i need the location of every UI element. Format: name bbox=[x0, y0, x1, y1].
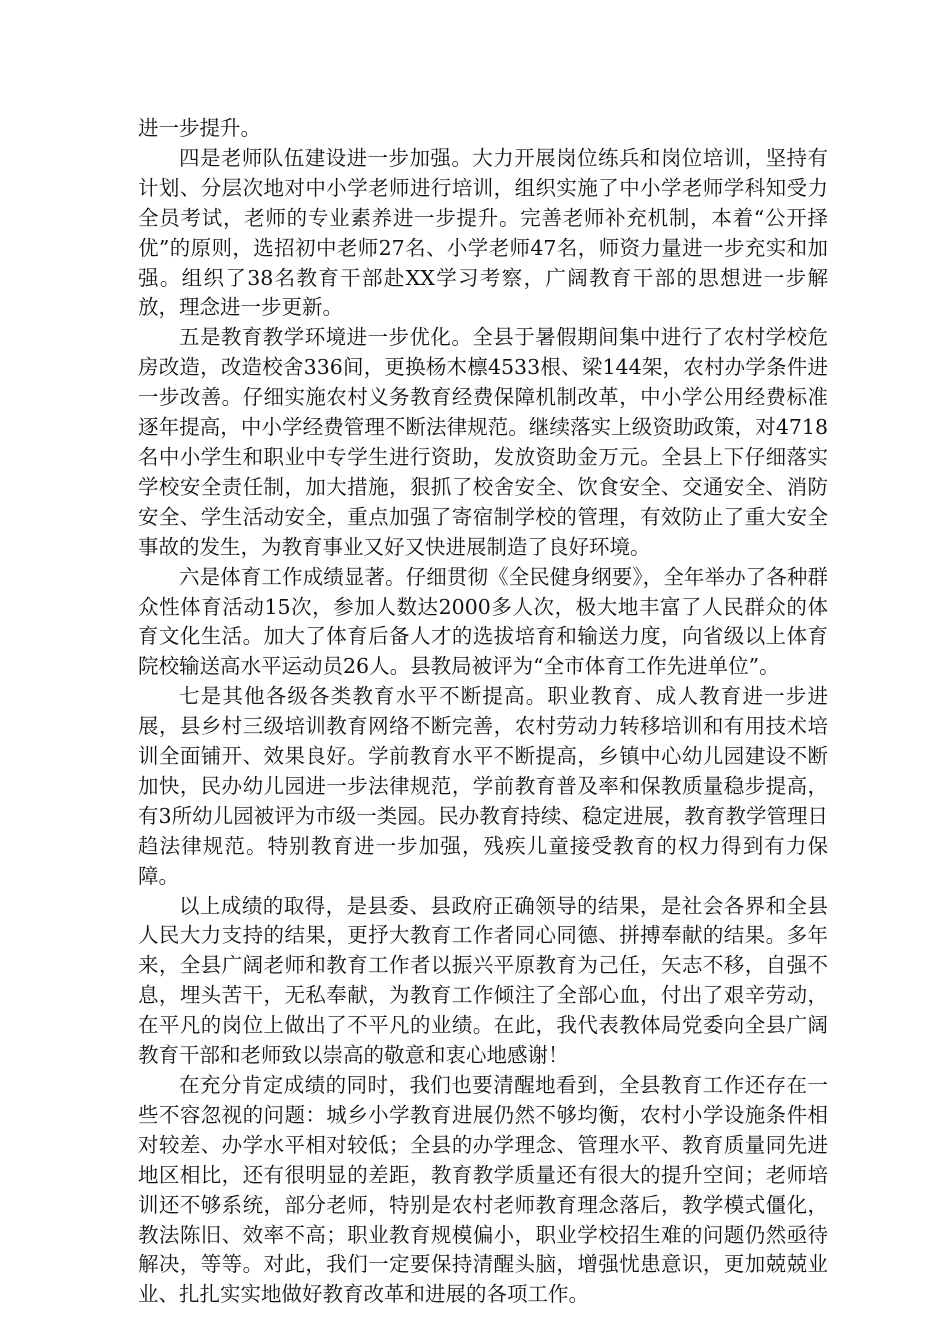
paragraph-other-education: 七是其他各级各类教育水平不断提高。职业教育、成人教育进一步进展，县乡村三级培训教育网络不断完善，农村劳动力转移培训和有用技术培训全面铺开、效果良好。学前教育水平不断提高，乡镇中心幼儿园建设不断加快，民办幼儿园进一步法律规范，学前教育普及率和保教质量稳步提高，有3所幼儿园被评为市级一类园。民办教育持续、稳定进展，教育教学管理日趋法律规范。特别教育进一步加强，残疾儿童接受教育的权力得到有力保障。 bbox=[138, 684, 828, 888]
paragraph-sports-work: 六是体育工作成绩显著。仔细贯彻《全民健身纲要》，全年举办了各种群众性体育活动15次，参加人数达2000多人次，极大地丰富了人民群众的体育文化生活。加大了体育后备人才的选拔培育和输送力度，向省级以上体育院校输送高水平运动员26人。县教局被评为“全市体育工作先进单位”。 bbox=[138, 564, 828, 679]
paragraph-problems: 在充分肯定成绩的同时，我们也要清醒地看到，全县教育工作还存在一些不容忽视的问题：城乡小学教育进展仍然不够均衡，农村小学设施条件相对较差、办学水平相对较低；全县的办学理念、管理水平、教育质量同先进地区相比，还有很明显的差距，教育教学质量还有很大的提升空间；老师培训还不够系统，部分老师，特别是农村老师教育理念落后，教学模式僵化，教法陈旧、效率不高；职业教育规模偏小，职业学校招生难的问题仍然亟待解决，等等。对此，我们一定要保持清醒头脑，增强忧患意识，更加兢兢业业、扎扎实实地做好教育改革和进展的各项工作。 bbox=[138, 1073, 828, 1307]
document-body bbox=[138, 114, 828, 1310]
paragraph-achievements-thanks: 以上成绩的取得，是县委、县政府正确领导的结果，是社会各界和全县人民大力支持的结果，更抒大教育工作者同心同德、拼搏奉献的结果。多年来，全县广阔老师和教育工作者以振兴平原教育为己任，矢志不移，自强不息，埋头苦干，无私奉献，为教育工作倾注了全部心血，付出了艰辛劳动，在平凡的岗位上做出了不平凡的业绩。在此，我代表教体局党委向全县广阔教育干部和老师致以崇高的敬意和衷心地感谢！ bbox=[138, 893, 828, 1068]
paragraph-continuation: 进一步提升。 bbox=[138, 116, 261, 140]
paragraph-teacher-team: 四是老师队伍建设进一步加强。大力开展岗位练兵和岗位培训，坚持有计划、分层次地对中小学老师进行培训，组织实施了中小学老师学科知受力全员考试，老师的专业素养进一步提升。完善老师补充机制，本着“公开择优”的原则，选招初中老师27名、小学老师47名，师资力量进一步充实和加强。组织了38名教育干部赴XX学习考察，广阔教育干部的思想进一步解放，理念进一步更新。 bbox=[138, 145, 828, 320]
paragraph-teaching-environment: 五是教育教学环境进一步优化。全县于暑假期间集中进行了农村学校危房改造，改造校舍336间，更换杨木檩4533根、梁144架，农村办学条件进一步改善。仔细实施农村义务教育经费保障机制改革，中小学公用经费标准逐年提高，中小学经费管理不断法律规范。继续落实上级资助政策，对4718名中小学生和职业中专学生进行资助，发放资助金万元。全县上下仔细落实学校安全责任制，加大措施，狠抓了校舍安全、饮食安全、交通安全、消防安全、学生活动安全，重点加强了寄宿制学校的管理，有效防止了重大安全事故的发生，为教育事业又好又快进展制造了良好环境。 bbox=[138, 325, 828, 559]
